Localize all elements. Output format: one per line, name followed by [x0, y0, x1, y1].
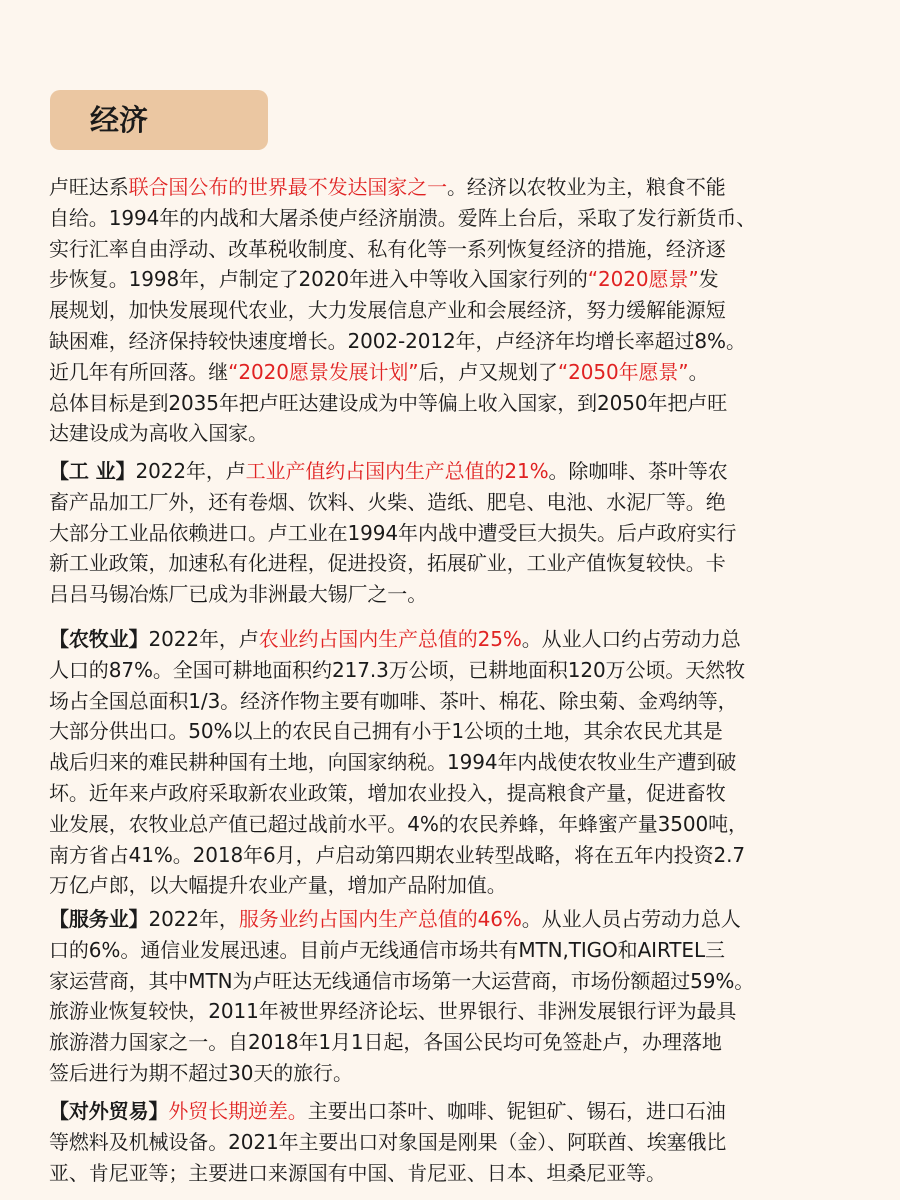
text-line: 南方省占41%。2018年6月，卢启动第四期农业转型战略，将在五年内投资2.7	[49, 842, 745, 867]
text-line: 畜产品加工厂外，还有卷烟、饮料、火柴、造纸、肥皂、电池、水泥厂等。绝	[49, 489, 726, 514]
text-run: 步恢复。1998年，卢制定了2020年进入中等收入国家行列的	[49, 267, 588, 292]
text-run: 主要出口茶叶、咖啡、铌钽矿、锡石，进口石油	[307, 1099, 726, 1123]
highlight-text: “2020愿景”	[587, 267, 699, 292]
highlight-text: “2020愿景发展计划”	[228, 359, 419, 384]
paragraph-label: 【农牧业】	[49, 627, 149, 651]
text-line: 展规划，加快发展现代农业，大力发展信息产业和会展经济，努力缓解能源短	[49, 298, 726, 323]
text-line: 大部分工业品依赖进口。卢工业在1994年内战中遭受巨大损失。后卢政府实行	[49, 520, 737, 545]
text-run: 2022年，卢	[148, 627, 259, 651]
text-line	[49, 264, 869, 295]
text-run: 近几年有所回落。继	[49, 359, 229, 384]
text-line: 口的6%。通信业发展迅速。目前卢无线通信市场共有MTN,TIGO和AIRTEL三	[49, 937, 725, 962]
text-line: 坏。近年来卢政府采取新农业政策，增加农业投入，提高粮食产量，促进畜牧	[49, 780, 726, 805]
text-line: 家运营商，其中MTN为卢旺达无线通信市场第一大运营商，市场份额超过59%。	[49, 968, 755, 993]
text-line: 人口的87%。全国可耕地面积约217.3万公顷，已耕地面积120万公顷。天然牧	[49, 657, 745, 682]
text-run: 。经济以农牧业为主，粮食不能	[447, 175, 726, 199]
paragraph-industry	[49, 456, 869, 610]
text-line	[49, 456, 869, 487]
text-line	[49, 357, 869, 388]
section-heading: 经济	[50, 90, 268, 150]
text-line: 总体目标是到2035年把卢旺达建设成为中等偏上收入国家，到2050年把卢旺	[49, 390, 728, 415]
text-line	[49, 624, 869, 655]
paragraph-label: 【服务业】	[49, 907, 149, 931]
text-line: 实行汇率自由浮动、改革税收制度、私有化等一系列恢复经济的措施，经济逐	[49, 236, 726, 261]
text-line: 业发展，农牧业总产值已超过战前水平。4%的农民养蜂，年蜂蜜产量3500吨，	[49, 811, 748, 836]
highlight-text: 外贸长期逆差。	[168, 1099, 308, 1123]
text-run: 卢旺达系	[49, 175, 129, 199]
text-run: 2022年，	[148, 907, 239, 931]
paragraph-overview	[49, 172, 869, 450]
text-line: 场占全国总面积1/3。经济作物主要有咖啡、茶叶、棉花、除虫菊、金鸡纳等，	[49, 688, 738, 713]
text-line	[49, 172, 869, 203]
text-run: 2022年，卢	[135, 459, 246, 483]
text-line: 万亿卢郎，以大幅提升农业产量，增加产品附加值。	[49, 873, 507, 898]
text-line: 旅游业恢复较快，2011年被世界经济论坛、世界银行、非洲发展银行评为最具	[49, 999, 737, 1024]
text-line: 签后进行为期不超过30天的旅行。	[49, 1060, 353, 1085]
text-line: 旅游潜力国家之一。自2018年1月1日起，各国公民均可免签赴卢，办理落地	[49, 1030, 722, 1055]
highlight-text: 服务业约占国内生产总值的46%	[238, 907, 522, 931]
highlight-text: 联合国公布的世界最不发达国家之一	[128, 175, 448, 199]
text-line: 战后归来的难民耕种国有土地，向国家纳税。1994年内战使农牧业生产遭到破	[49, 750, 737, 775]
paragraph-label: 【对外贸易】	[49, 1099, 169, 1123]
paragraph-label: 【工 业】	[49, 459, 136, 483]
text-line: 亚、肯尼亚等；主要进口来源国有中国、肯尼亚、日本、坦桑尼亚等。	[49, 1160, 666, 1185]
document-body	[49, 172, 869, 1185]
highlight-text: 农业约占国内生产总值的25%	[258, 627, 522, 651]
text-line: 吕吕马锡冶炼厂已成为非洲最大锡厂之一。	[49, 582, 428, 607]
paragraph-services	[49, 904, 869, 1089]
text-line: 缺困难，经济保持较快速度增长。2002-2012年，卢经济年均增长率超过8%。	[49, 328, 746, 353]
highlight-text: “2050年愿景”	[557, 359, 689, 384]
paragraph-agriculture	[49, 624, 869, 901]
text-line: 自给。1994年的内战和大屠杀使卢经济崩溃。爱阵上台后，采取了发行新货币、	[49, 205, 757, 230]
text-line	[49, 1096, 869, 1127]
text-run: 。除咖啡、茶叶等农	[548, 459, 728, 483]
highlight-text: 工业产值约占国内生产总值的21%	[245, 459, 549, 483]
text-line: 大部分供出口。50%以上的农民自己拥有小于1公顷的土地，其余农民尤其是	[49, 719, 723, 744]
text-run: 后，卢又规划了	[418, 359, 558, 384]
text-line: 等燃料及机械设备。2021年主要出口对象国是刚果（金）、阿联酋、埃塞俄比	[49, 1129, 727, 1154]
text-run: 。	[688, 359, 709, 384]
text-run: 。从业人员占劳动力总人	[521, 907, 741, 931]
text-run: 发	[698, 267, 719, 292]
text-run: 。从业人口约占劳动力总	[521, 627, 741, 651]
paragraph-trade	[49, 1096, 869, 1188]
text-line	[49, 904, 869, 935]
text-line: 新工业政策，加速私有化进程，促进投资，拓展矿业，工业产值恢复较快。卡	[49, 551, 726, 576]
text-line: 达建设成为高收入国家。	[49, 421, 268, 446]
